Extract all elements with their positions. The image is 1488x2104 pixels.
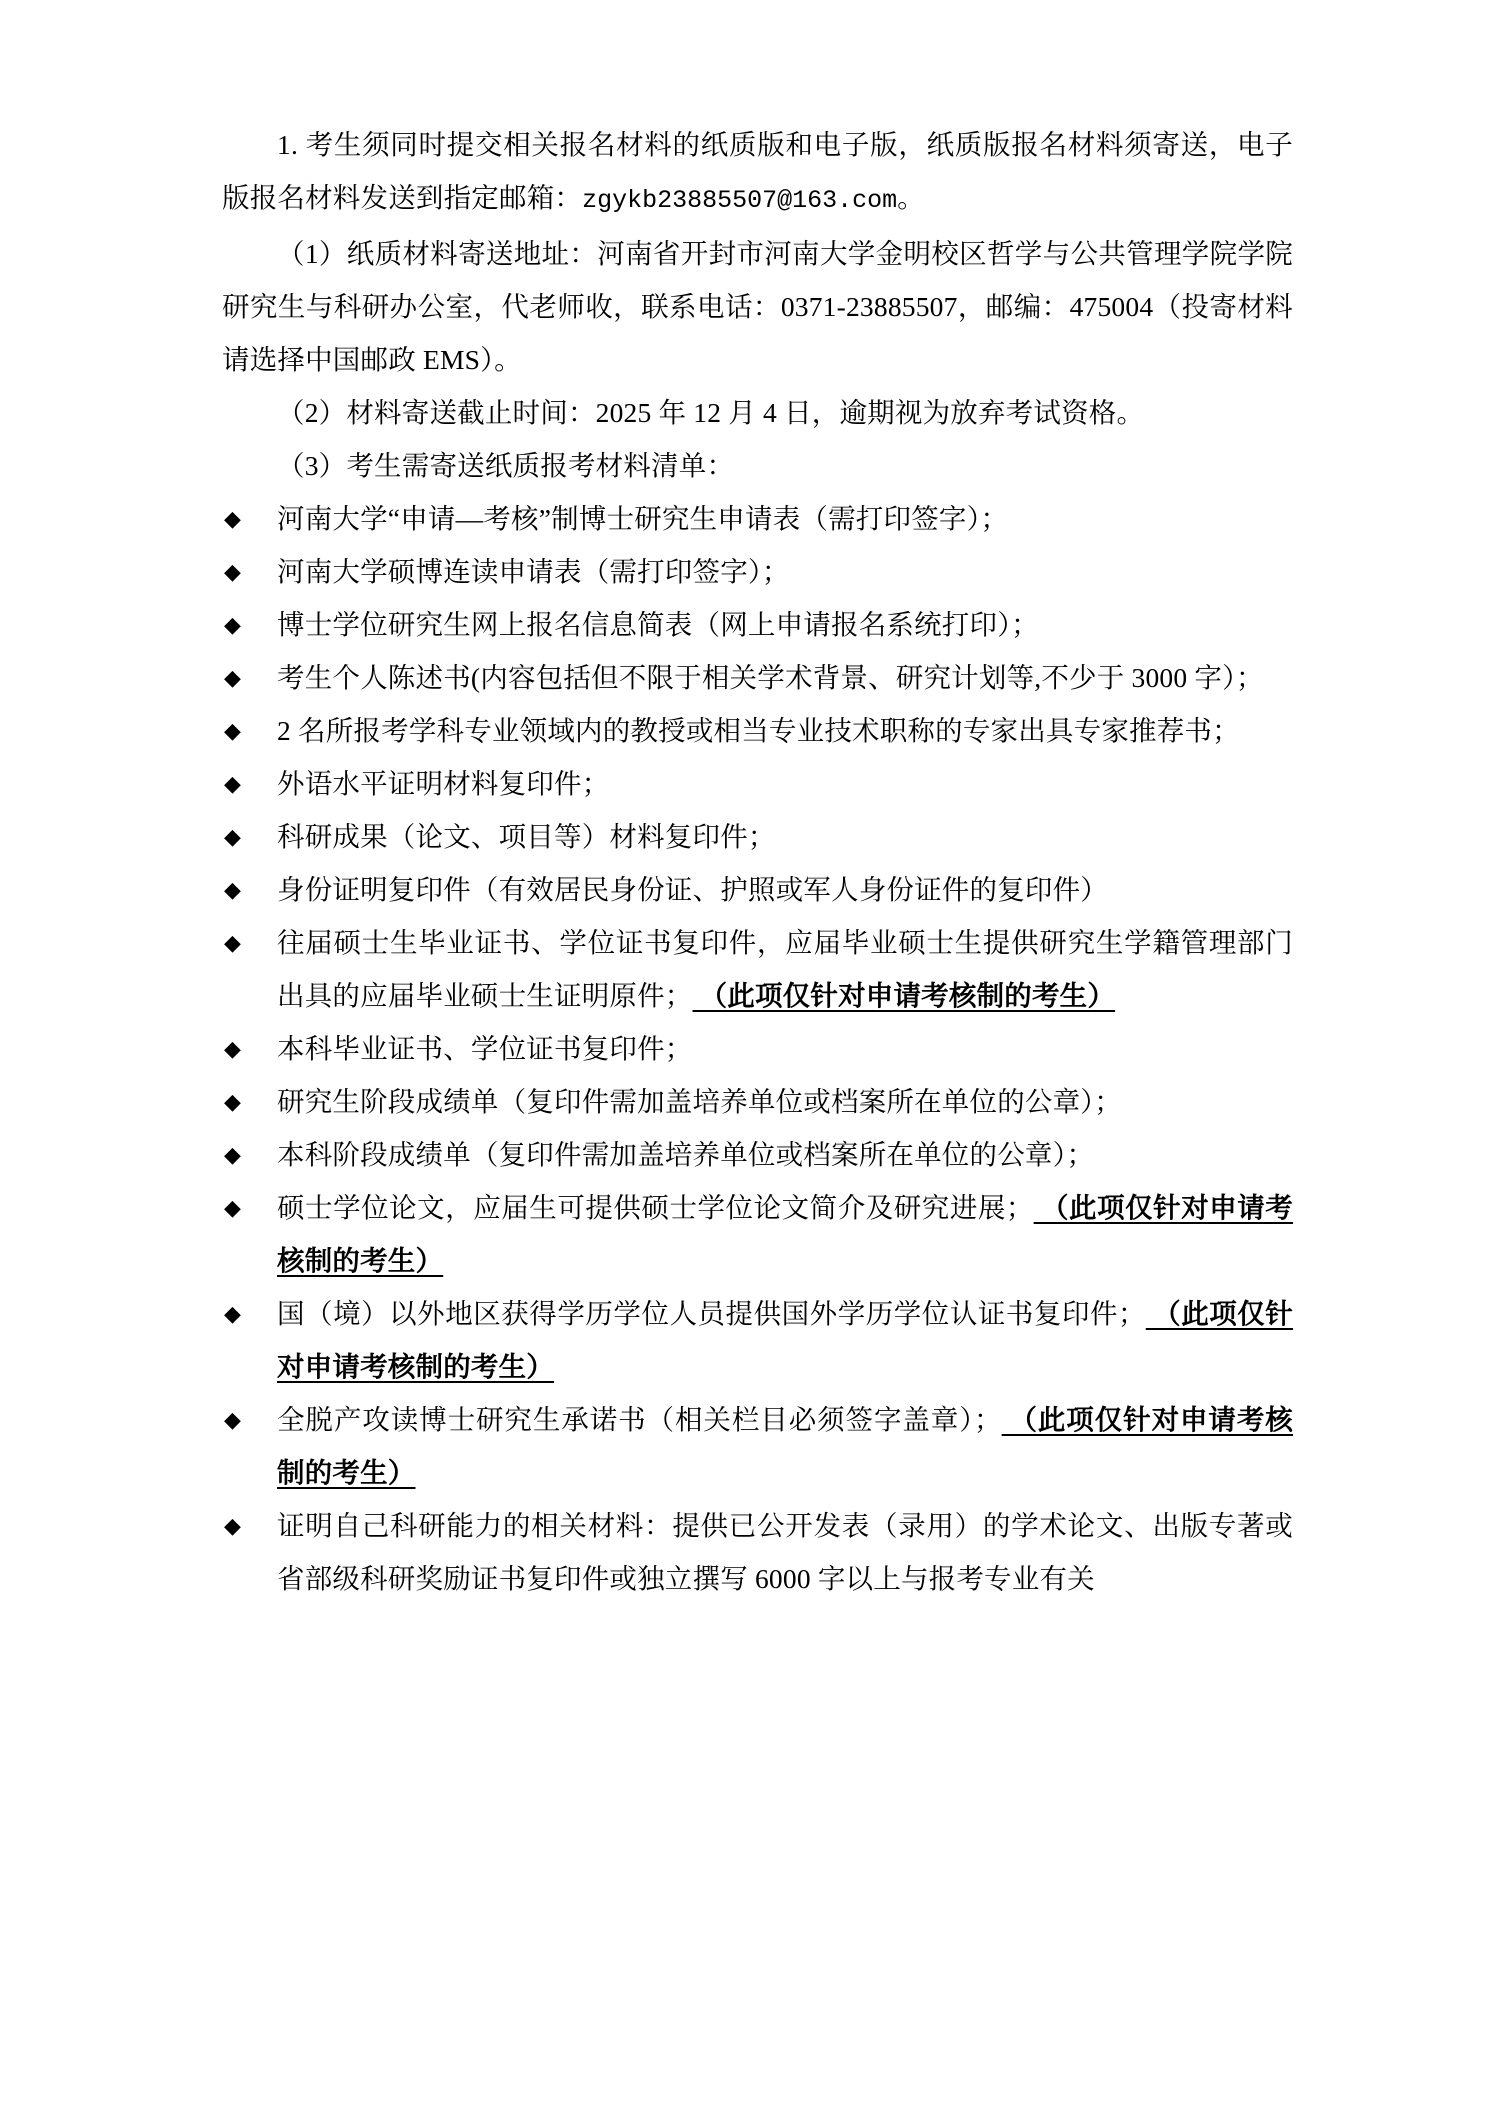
diamond-bullet-icon: ◆ (224, 877, 242, 902)
text-run: 全脱产攻读博士研究生承诺书（相关栏目必须签字盖章）； (277, 1404, 1002, 1435)
list-item-text (277, 1086, 1122, 1117)
text-run: 河南大学硕博连读申请表（需打印签字）； (277, 556, 790, 587)
diamond-bullet-icon: ◆ (224, 1195, 242, 1220)
list-item-text (277, 927, 1293, 1011)
list-item (222, 598, 1293, 651)
list-item-text (277, 1298, 1293, 1382)
list-item (222, 1393, 1293, 1499)
text-run: 博士学位研究生网上报名信息简表（网上申请报名系统打印）； (277, 609, 1039, 640)
diamond-bullet-icon: ◆ (224, 612, 242, 637)
text-run: （1）纸质材料寄送地址：河南省开封市河南大学金明校区哲学与公共管理学院学院研究生与科研办公室，代老师收，联系电话：0371-23885507，邮编：475004（投寄材料请选择中国邮政 EMS）。 (222, 238, 1293, 375)
diamond-bullet-icon: ◆ (224, 1142, 242, 1167)
list-item-text (277, 821, 776, 852)
diamond-bullet-icon: ◆ (224, 506, 242, 531)
diamond-bullet-icon: ◆ (224, 1301, 242, 1326)
list-item-text (277, 1139, 1094, 1170)
intro-paragraphs (222, 118, 1293, 492)
text-run: 外语水平证明材料复印件； (277, 768, 610, 799)
materials-checklist (222, 492, 1293, 1605)
diamond-bullet-icon: ◆ (224, 1407, 242, 1432)
emphasized-note: （此项仅针对申请考核制的考生） (277, 1192, 1293, 1276)
list-item-text (277, 715, 1240, 746)
paragraph (222, 227, 1293, 386)
list-item (222, 863, 1293, 916)
list-item-text (277, 1192, 1293, 1276)
list-item (222, 1181, 1293, 1287)
text-run: 河南大学“申请—考核”制博士研究生申请表（需打印签字）； (277, 503, 1009, 534)
diamond-bullet-icon: ◆ (224, 1036, 242, 1061)
list-item (222, 492, 1293, 545)
text-run: 研究生阶段成绩单（复印件需加盖培养单位或档案所在单位的公章）； (277, 1086, 1122, 1117)
email-address: zgykb23885507@163.com (582, 186, 898, 215)
text-run: 2 名所报考学科专业领域内的教授或相当专业技术职称的专家出具专家推荐书； (277, 715, 1240, 746)
text-run: 本科毕业证书、学位证书复印件； (277, 1033, 693, 1064)
emphasized-note: （此项仅针对申请考核制的考生） (277, 1298, 1293, 1382)
text-run: 本科阶段成绩单（复印件需加盖培养单位或档案所在单位的公章）； (277, 1139, 1095, 1170)
list-item (222, 1075, 1293, 1128)
diamond-bullet-icon: ◆ (224, 1089, 242, 1114)
text-run: 证明自己科研能力的相关材料：提供已公开发表（录用）的学术论文、出版专著或省部级科研奖励证书复印件或独立撰写 6000 字以上与报考专业有关 (277, 1510, 1293, 1594)
diamond-bullet-icon: ◆ (224, 1513, 242, 1538)
list-item-text (277, 662, 1264, 693)
list-item-text (277, 768, 609, 799)
list-item-text (277, 1033, 693, 1064)
list-item-text (277, 1404, 1293, 1488)
list-item-text (277, 503, 1008, 534)
list-item-text (277, 874, 1108, 905)
emphasized-note: （此项仅针对申请考核制的考生） (277, 1404, 1293, 1488)
list-item (222, 1128, 1293, 1181)
list-item-text (277, 609, 1039, 640)
diamond-bullet-icon: ◆ (224, 559, 242, 584)
list-item (222, 545, 1293, 598)
paragraph (222, 439, 1293, 492)
list-item (222, 651, 1293, 704)
diamond-bullet-icon: ◆ (224, 718, 242, 743)
list-item (222, 810, 1293, 863)
diamond-bullet-icon: ◆ (224, 771, 242, 796)
list-item-text (277, 556, 790, 587)
diamond-bullet-icon: ◆ (224, 824, 242, 849)
paragraph (222, 118, 1293, 227)
diamond-bullet-icon: ◆ (224, 930, 242, 955)
text-run: 科研成果（论文、项目等）材料复印件； (277, 821, 776, 852)
text-run: 身份证明复印件（有效居民身份证、护照或军人身份证件的复印件） (277, 874, 1108, 905)
document-body (222, 118, 1293, 1605)
list-item (222, 1287, 1293, 1393)
list-item (222, 704, 1293, 757)
text-run: 1. 考生须同时提交相关报名材料的纸质版和电子版，纸质版报名材料须寄送，电子版报名材料发送到指定邮箱： (222, 129, 1293, 213)
emphasized-note: （此项仅针对申请考核制的考生） (692, 980, 1116, 1011)
text-run: 考生个人陈述书(内容包括但不限于相关学术背景、研究计划等,不少于 3000 字）； (277, 662, 1264, 693)
list-item-text (277, 1510, 1293, 1594)
text-run: 硕士学位论文，应届生可提供硕士学位论文简介及研究进展； (277, 1192, 1034, 1223)
text-run: 。 (897, 182, 925, 213)
text-run: 往届硕士生毕业证书、学位证书复印件，应届毕业硕士生提供研究生学籍管理部门出具的应届毕业硕士生证明原件； (277, 927, 1293, 1011)
diamond-bullet-icon: ◆ (224, 665, 242, 690)
list-item (222, 916, 1293, 1022)
text-run: （3）考生需寄送纸质报考材料清单： (277, 450, 735, 481)
text-run: （2）材料寄送截止时间：2025 年 12 月 4 日，逾期视为放弃考试资格。 (277, 397, 1145, 428)
text-run: 国（境）以外地区获得学历学位人员提供国外学历学位认证书复印件； (277, 1298, 1146, 1329)
list-item (222, 757, 1293, 810)
list-item (222, 1022, 1293, 1075)
list-item (222, 1499, 1293, 1605)
paragraph (222, 386, 1293, 439)
